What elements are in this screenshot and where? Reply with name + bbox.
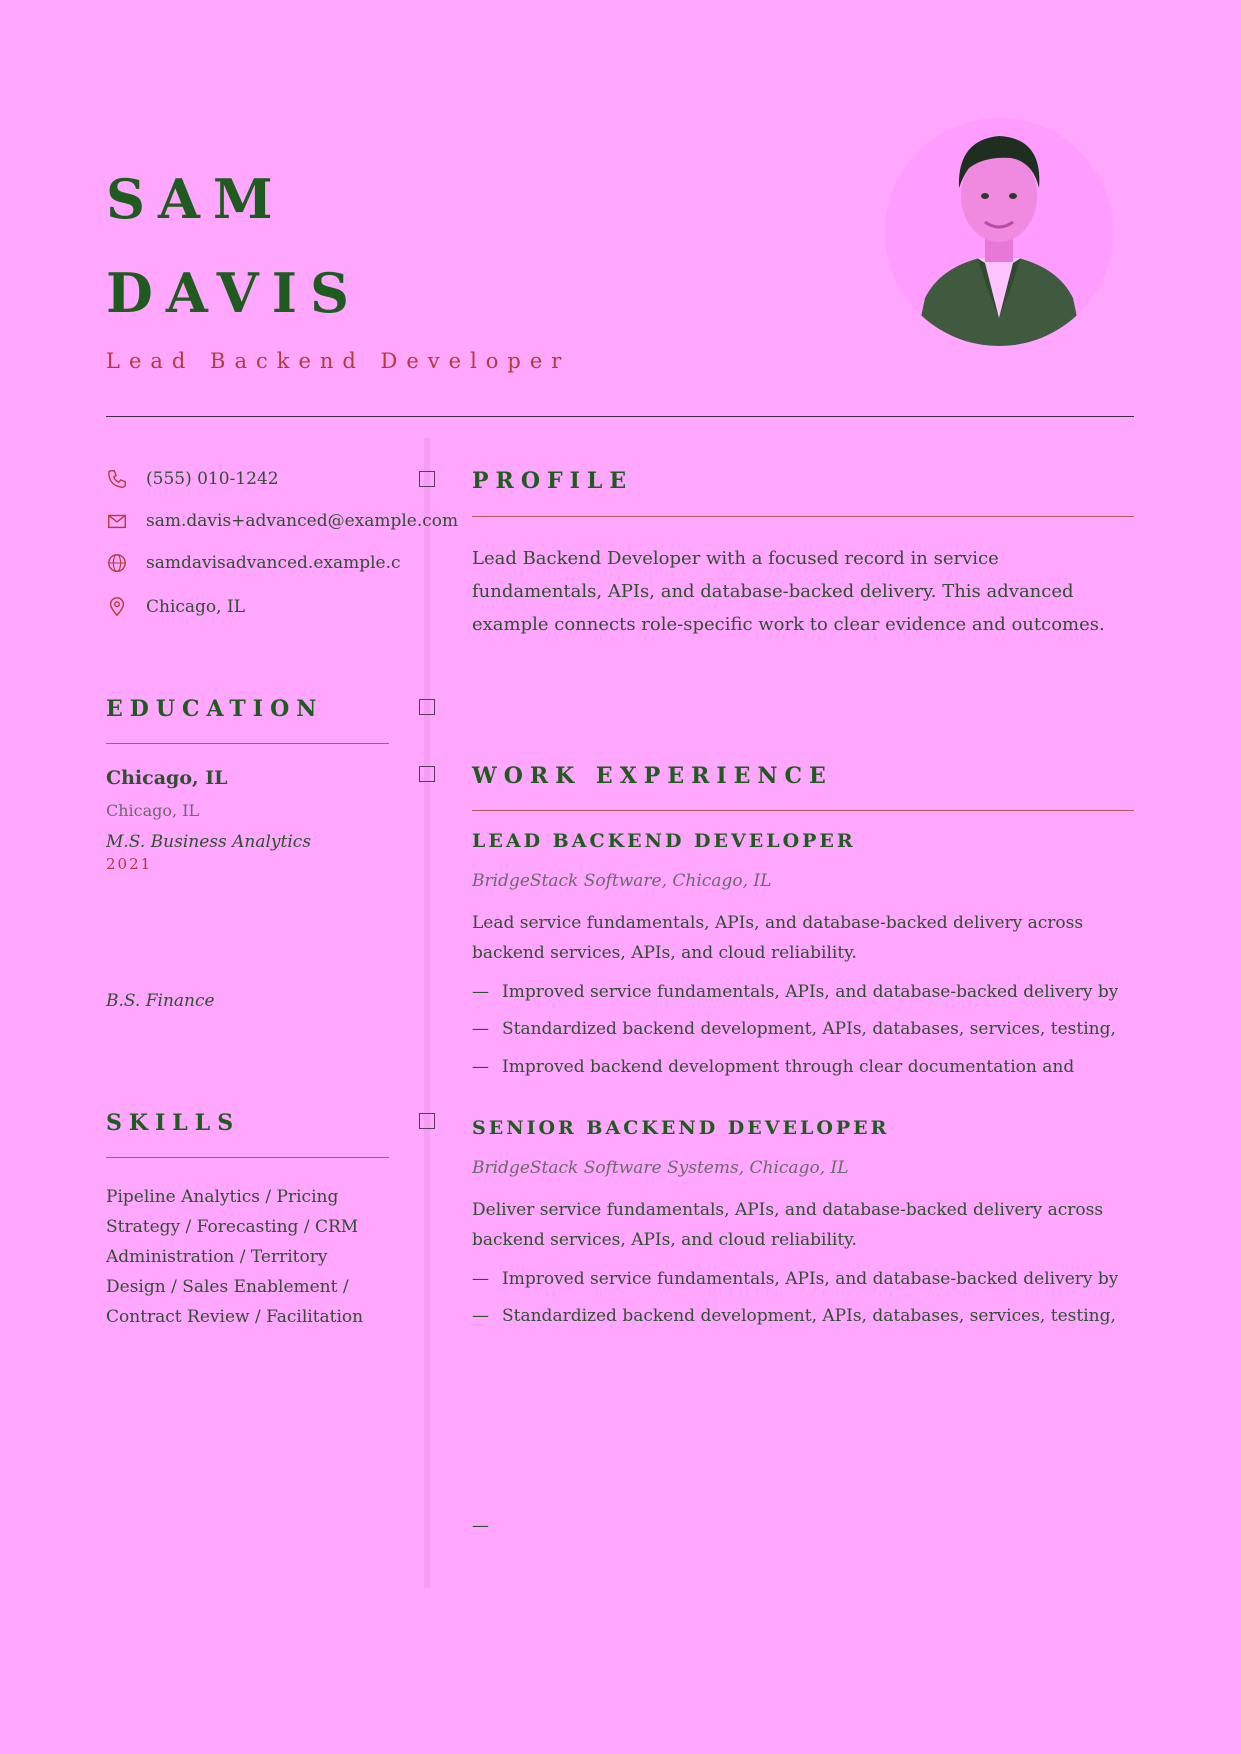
- portrait-illustration: [885, 118, 1113, 346]
- education-title: EDUCATION: [106, 696, 324, 722]
- timeline-marker-experience: [419, 766, 435, 782]
- education-degree: M.S. Business Analytics: [106, 832, 312, 852]
- first-name: SAM: [106, 167, 286, 231]
- skills-list: Pipeline Analytics / Pricing Strategy / Forecasting / CRM Administration / Territory Design / Sales Enablement / Contract Review / Facilitation: [106, 1187, 364, 1327]
- job-2-bullet-text: Improved service fundamentals, APIs, and database-backed delivery by: [502, 1269, 1119, 1289]
- profile-photo: [885, 118, 1113, 346]
- contact-website: [106, 550, 401, 576]
- contact-location: [106, 594, 245, 620]
- contact-phone: [106, 466, 279, 492]
- last-name: DAVIS: [106, 261, 362, 325]
- location-pin-icon: [106, 596, 128, 618]
- timeline-marker-education: [419, 699, 435, 715]
- profile-summary: Lead Backend Developer with a focused record in service fundamentals, APIs, and database-backed delivery. This advanced example connects role-specific work to clear evidence and outcomes.: [472, 548, 1105, 635]
- contact-website-text: samdavisadvanced.example.c: [146, 553, 401, 573]
- job-1-bullet: — Improved backend development through clear documentation and: [472, 1057, 1075, 1077]
- job-2-bullet: — Improved service fundamentals, APIs, and database-backed delivery by: [472, 1269, 1119, 1289]
- job-1-summary: Lead service fundamentals, APIs, and database-backed delivery across backend services, APIs, and cloud reliability.: [472, 913, 1084, 963]
- job-2-summary: Deliver service fundamentals, APIs, and database-backed delivery across backend services, APIs, and cloud reliability.: [472, 1200, 1104, 1250]
- experience-title: WORK EXPERIENCE: [472, 763, 833, 789]
- skills-divider: [106, 1157, 389, 1158]
- job-2-company: BridgeStack Software Systems, Chicago, IL: [472, 1158, 849, 1178]
- job-1-company: BridgeStack Software, Chicago, IL: [472, 871, 772, 891]
- education-degree-2: B.S. Finance: [106, 991, 215, 1011]
- experience-divider: [472, 810, 1134, 811]
- phone-icon: [106, 468, 128, 490]
- education-year: 2021: [106, 855, 153, 873]
- job-1-bullet: — Improved service fundamentals, APIs, and database-backed delivery by: [472, 982, 1119, 1002]
- profile-divider: [472, 516, 1134, 517]
- mail-icon: [106, 510, 128, 532]
- job-1-bullet-text: Standardized backend development, APIs, databases, services, testing,: [502, 1019, 1116, 1039]
- job-title: Lead Backend Developer: [106, 349, 571, 373]
- education-location: Chicago, IL: [106, 801, 200, 820]
- trailing-dash: —: [472, 1516, 489, 1536]
- job-2-bullet: — Standardized backend development, APIs, databases, services, testing,: [472, 1306, 1116, 1326]
- job-1-bullet-text: Improved service fundamentals, APIs, and database-backed delivery by: [502, 982, 1119, 1002]
- job-1-bullet: — Standardized backend development, APIs, databases, services, testing,: [472, 1019, 1116, 1039]
- contact-phone-text: (555) 010-1242: [146, 469, 279, 489]
- education-divider: [106, 743, 389, 744]
- header-divider: [106, 416, 1134, 417]
- timeline-rail: [424, 438, 430, 1588]
- contact-email: [106, 508, 458, 534]
- contact-location-text: Chicago, IL: [146, 597, 245, 617]
- skills-title: SKILLS: [106, 1110, 241, 1136]
- job-2-title: SENIOR BACKEND DEVELOPER: [472, 1117, 890, 1139]
- education-school: Chicago, IL: [106, 767, 228, 789]
- job-1-title: LEAD BACKEND DEVELOPER: [472, 830, 856, 852]
- contact-email-text: sam.davis+advanced@example.com: [146, 511, 459, 531]
- profile-title: PROFILE: [472, 468, 634, 494]
- globe-icon: [106, 552, 128, 574]
- timeline-marker-skills: [419, 1113, 435, 1129]
- job-2-bullet-text: Standardized backend development, APIs, databases, services, testing,: [502, 1306, 1116, 1326]
- job-1-bullet-text: Improved backend development through clear documentation and: [502, 1057, 1075, 1077]
- timeline-marker-profile: [419, 471, 435, 487]
